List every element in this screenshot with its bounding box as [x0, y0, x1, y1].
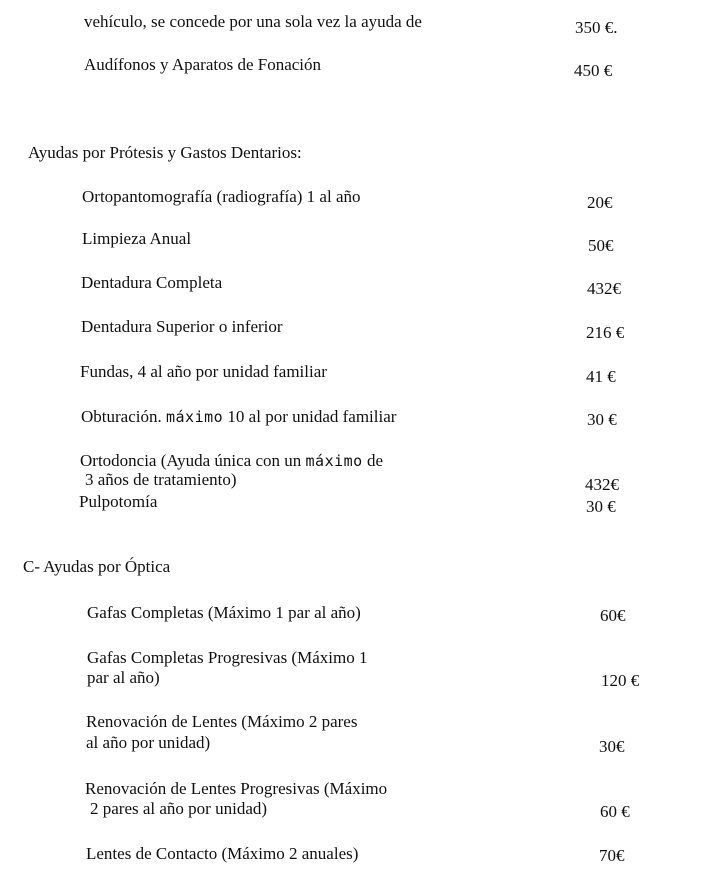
dental-item-label: Ortopantomografía (radiografía) 1 al año [82, 187, 361, 206]
dental-item-amount: 30 € [587, 410, 617, 429]
dental-item-amount: 50€ [588, 236, 614, 255]
dental-item-label-line2: 3 años de tratamiento) [85, 470, 237, 489]
label-part: Obturación. [81, 407, 162, 426]
dental-item-amount: 20€ [587, 193, 613, 212]
optica-item-amount: 120 € [601, 671, 640, 690]
dental-heading: Ayudas por Prótesis y Gastos Dentarios: [28, 143, 302, 162]
optica-item-amount: 70€ [599, 846, 625, 865]
optica-item-label: Renovación de Lentes (Máximo 2 pares [86, 712, 358, 731]
dental-item-amount: 216 € [586, 323, 625, 342]
intro-line-2: Audífonos y Aparatos de Fonación [84, 55, 322, 74]
optica-item-amount: 30€ [599, 737, 625, 756]
label-part: de [366, 451, 383, 470]
dental-item-amount: 41 € [586, 367, 616, 386]
dental-item-label: Fundas, 4 al año por unidad familiar [80, 362, 327, 381]
handwritten-annotation: máximo [305, 452, 363, 470]
dental-item-amount: 30 € [586, 497, 616, 516]
optica-item-amount: 60 € [600, 802, 630, 821]
dental-item-label: Limpieza Anual [82, 229, 192, 248]
optica-item-label-line2: al año por unidad) [86, 733, 211, 752]
optica-item-label: Lentes de Contacto (Máximo 2 anuales) [86, 844, 359, 863]
dental-item-label: Dentadura Completa [81, 273, 223, 292]
label-part: 10 al por unidad familiar [227, 407, 397, 426]
optica-heading: C- Ayudas por Óptica [23, 557, 171, 576]
label-part: Ortodoncia (Ayuda única con un [80, 451, 302, 470]
handwritten-annotation: máximo [165, 408, 224, 426]
optica-item-label: Renovación de Lentes Progresivas (Máximo [85, 779, 388, 798]
intro-line-1-amount: 350 €. [575, 18, 618, 37]
intro-line-1: vehículo, se concede por una sola vez la ayuda de [84, 12, 422, 31]
intro-line-2-amount: 450 € [574, 61, 613, 80]
dental-item-label: Dentadura Superior o inferior [81, 317, 283, 336]
dental-item-amount: 432€ [585, 475, 619, 494]
optica-item-label-line2: par al año) [87, 668, 160, 687]
optica-item-label: Gafas Completas (Máximo 1 par al año) [87, 603, 361, 622]
optica-item-amount: 60€ [600, 606, 626, 625]
optica-item-label: Gafas Completas Progresivas (Máximo 1 [87, 648, 368, 667]
dental-item-label-obturacion [81, 407, 396, 427]
dental-item-label: Pulpotomía [79, 492, 158, 511]
dental-item-amount: 432€ [587, 279, 621, 298]
optica-item-label-line2: 2 pares al año por unidad) [90, 799, 268, 818]
dental-item-label-ortodoncia [80, 451, 383, 471]
